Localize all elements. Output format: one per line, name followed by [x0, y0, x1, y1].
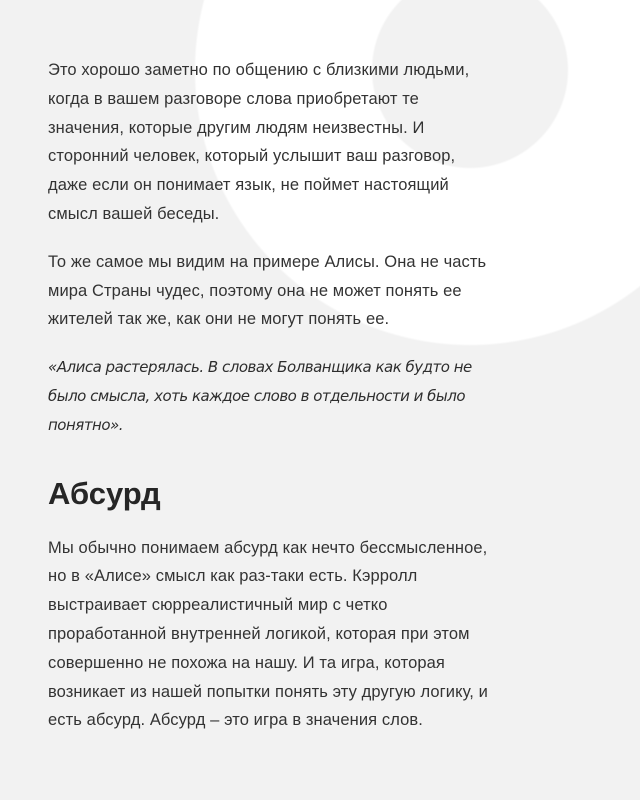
quote-line: понятно». — [48, 415, 124, 434]
text-line: возникает из нашей попытки понять эту другую логику, и — [48, 682, 488, 701]
text-line: жителей так же, как они не могут понять ее. — [48, 310, 390, 329]
text-line: выстраивает сюрреалистичный мир с четко — [48, 596, 388, 615]
text-line: совершенно не похожа на нашу. И та игра, которая — [48, 653, 445, 672]
quote-line: было смысла, хоть каждое слово в отдельности и было — [48, 386, 466, 405]
text-line: когда в вашем разговоре слова приобретают те — [48, 89, 419, 108]
text-line: проработанной внутренней логикой, которая при этом — [48, 624, 470, 643]
text-line: смысл вашей беседы. — [48, 204, 220, 223]
text-line: есть абсурд. Абсурд – это игра в значения слов. — [48, 711, 423, 730]
paragraph-close-people — [48, 56, 618, 229]
quote-line: «Алиса растерялась. В словах Болванщика как будто не — [48, 358, 472, 377]
paragraph-alice — [48, 248, 618, 334]
quote — [48, 353, 618, 439]
text-line: сторонний человек, который услышит ваш разговор, — [48, 147, 456, 166]
section-heading: Абсурд — [48, 475, 161, 511]
text-line: То же самое мы видим на примере Алисы. Она не часть — [48, 252, 487, 271]
paragraph-absurd — [48, 534, 618, 736]
text-line: даже если он понимает язык, не поймет настоящий — [48, 176, 449, 195]
text-line: Это хорошо заметно по общению с близкими людьми, — [48, 61, 470, 79]
article-body — [48, 56, 618, 754]
text-line: Мы обычно понимаем абсурд как нечто бессмысленное, — [48, 538, 488, 557]
text-line: но в «Алисе» смысл как раз-таки есть. Кэрролл — [48, 567, 418, 586]
text-line: мира Страны чудес, поэтому она не может понять ее — [48, 281, 462, 300]
text-line: значения, которые другим людям неизвестны. И — [48, 118, 425, 137]
